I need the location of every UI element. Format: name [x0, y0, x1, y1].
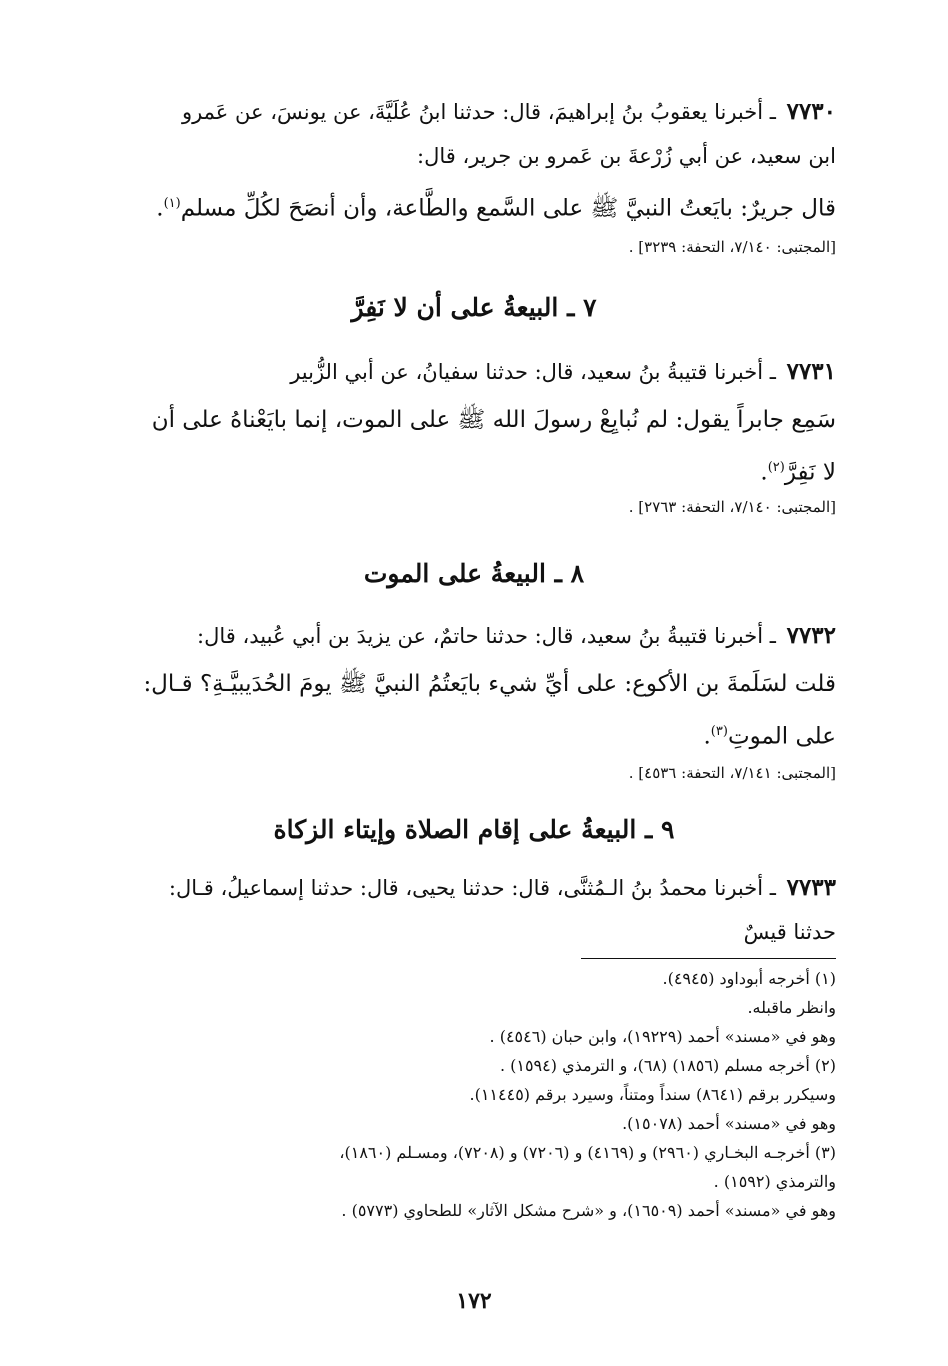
footnote-marker: (١): [163, 196, 181, 211]
footnote-line: (٢) أخرجه مسلم (١٨٥٦) (٦٨)، و الترمذي (١٥٩٤) .: [499, 1056, 836, 1075]
footnote-separator: [581, 958, 836, 959]
isnad-text: ـ أخبرنا قتيبةُ بنُ سعيد، قال: حدثنا سفيانُ، عن أبي الزُّبير: [290, 360, 776, 384]
chapter-heading-8: ٨ ـ البيعةُ على الموت: [363, 559, 585, 588]
reference-7730: [المجتبى: ٧/١٤٠، التحفة: ٣٢٣٩] .: [628, 238, 836, 256]
reference-7731: [المجتبى: ٧/١٤٠، التحفة: ٢٧٦٣] .: [628, 498, 836, 516]
hadith-number: ٧٧٣٢: [786, 622, 836, 649]
footnote-line: (٣) أخرجـه البخـاري (٢٩٦٠) و (٤١٦٩) و (٧٢٠٦) و (٧٢٠٨)، ومسـلم (١٨٦٠)،: [339, 1143, 836, 1162]
footnote-marker: (٣): [710, 724, 728, 739]
footnotes: [112, 964, 836, 1225]
matn-line2: [112, 708, 836, 761]
matn-line2: [112, 444, 836, 497]
footnote-line: (١) أخرجه أبوداود (٤٩٤٥).: [662, 969, 836, 988]
hadith-7733-line2: حدثنا قيسٌ: [743, 920, 836, 944]
matn-text: على الموتِ: [727, 723, 836, 750]
hadith-7732-matn: [112, 660, 836, 761]
hadith-7732: [112, 614, 836, 658]
page-number: ١٧٢: [456, 1288, 492, 1314]
footnote-marker: (٢): [767, 460, 785, 475]
footnote-line: وهو في «مسند» أحمد (١٥٠٧٨).: [622, 1114, 836, 1133]
hadith-number: ٧٧٣٠: [786, 98, 836, 125]
isnad-text: ـ أخبرنا يعقوبُ بنُ إبراهيمَ، قال: حدثنا ابنُ عُلَيَّةَ، عن يونسَ، عن عَمرو: [181, 100, 776, 124]
hadith-7731: [112, 350, 836, 394]
isnad-text: ـ أخبرنا محمدُ بنُ الـمُثنَّى، قال: حدثنا يحيى، قال: حدثنا إسماعيلُ، قـال:: [168, 876, 776, 900]
reference-7732: [المجتبى: ٧/١٤١، التحفة: ٤٥٣٦] .: [628, 764, 836, 782]
hadith-number: ٧٧٣١: [786, 358, 836, 385]
hadith-7730-line2: ابن سعيد، عن أبي زُرْعةَ بن عَمرو بن جرير، قال:: [417, 144, 836, 168]
footnote-line: والترمذي (١٥٩٢) .: [713, 1172, 836, 1191]
end-punct: .: [156, 195, 164, 222]
hadith-7731-matn: [112, 396, 836, 497]
hadith-number: ٧٧٣٣: [786, 874, 836, 901]
footnote-line: وسيكرر برقم (٨٦٤١) سنداً ومتناً، وسيرد برقم (١١٤٤٥).: [469, 1085, 836, 1104]
footnote-line: وهو في «مسند» أحمد (١٦٥٠٩)، و «شرح مشكل الآثار» للطحاوي (٥٧٧٣) .: [341, 1201, 836, 1220]
hadith-7730-line1: [112, 90, 836, 134]
hadith-7733-line1: [112, 866, 836, 910]
end-punct: .: [703, 723, 711, 750]
hadith-7730-matn: [112, 180, 836, 233]
hadith-7730: [112, 90, 836, 178]
footnote-line: وهو في «مسند» أحمد (١٩٢٢٩)، وابن حبان (٤٥٤٦) .: [489, 1027, 836, 1046]
hadith-7733: [112, 866, 836, 954]
matn-text: قال جريرٌ: بايَعتُ النبيَّ ﷺ على السَّمع والطَّاعة، وأن أنصَحَ لكُلِّ مسلم: [180, 195, 836, 222]
matn-line1: سَمِع جابراً يقول: لم نُبايِعْ رسولَ الله ﷺ على الموت، إنما بايَعْناهُ على أن: [151, 407, 836, 433]
footnote-line: وانظر ماقبله.: [747, 998, 836, 1017]
matn-text: لا نَفِرَّ: [784, 459, 836, 486]
chapter-heading-9: ٩ ـ البيعةُ على إقام الصلاة وإيتاء الزكاة: [273, 815, 675, 844]
chapter-heading-7: ٧ ـ البيعةُ على أن لا نَفِرَّ: [351, 293, 597, 322]
isnad-text: ـ أخبرنا قتيبةُ بنُ سعيد، قال: حدثنا حاتمٌ، عن يزيدَ بن أبي عُبيد، قال:: [197, 624, 776, 648]
matn-line1: قلت لسَلَمةَ بن الأكوع: على أيِّ شيء بايَعتُمُ النبيَّ ﷺ يومَ الحُدَيبيَّـةِ؟ قـال:: [143, 671, 836, 697]
end-punct: .: [760, 459, 768, 486]
